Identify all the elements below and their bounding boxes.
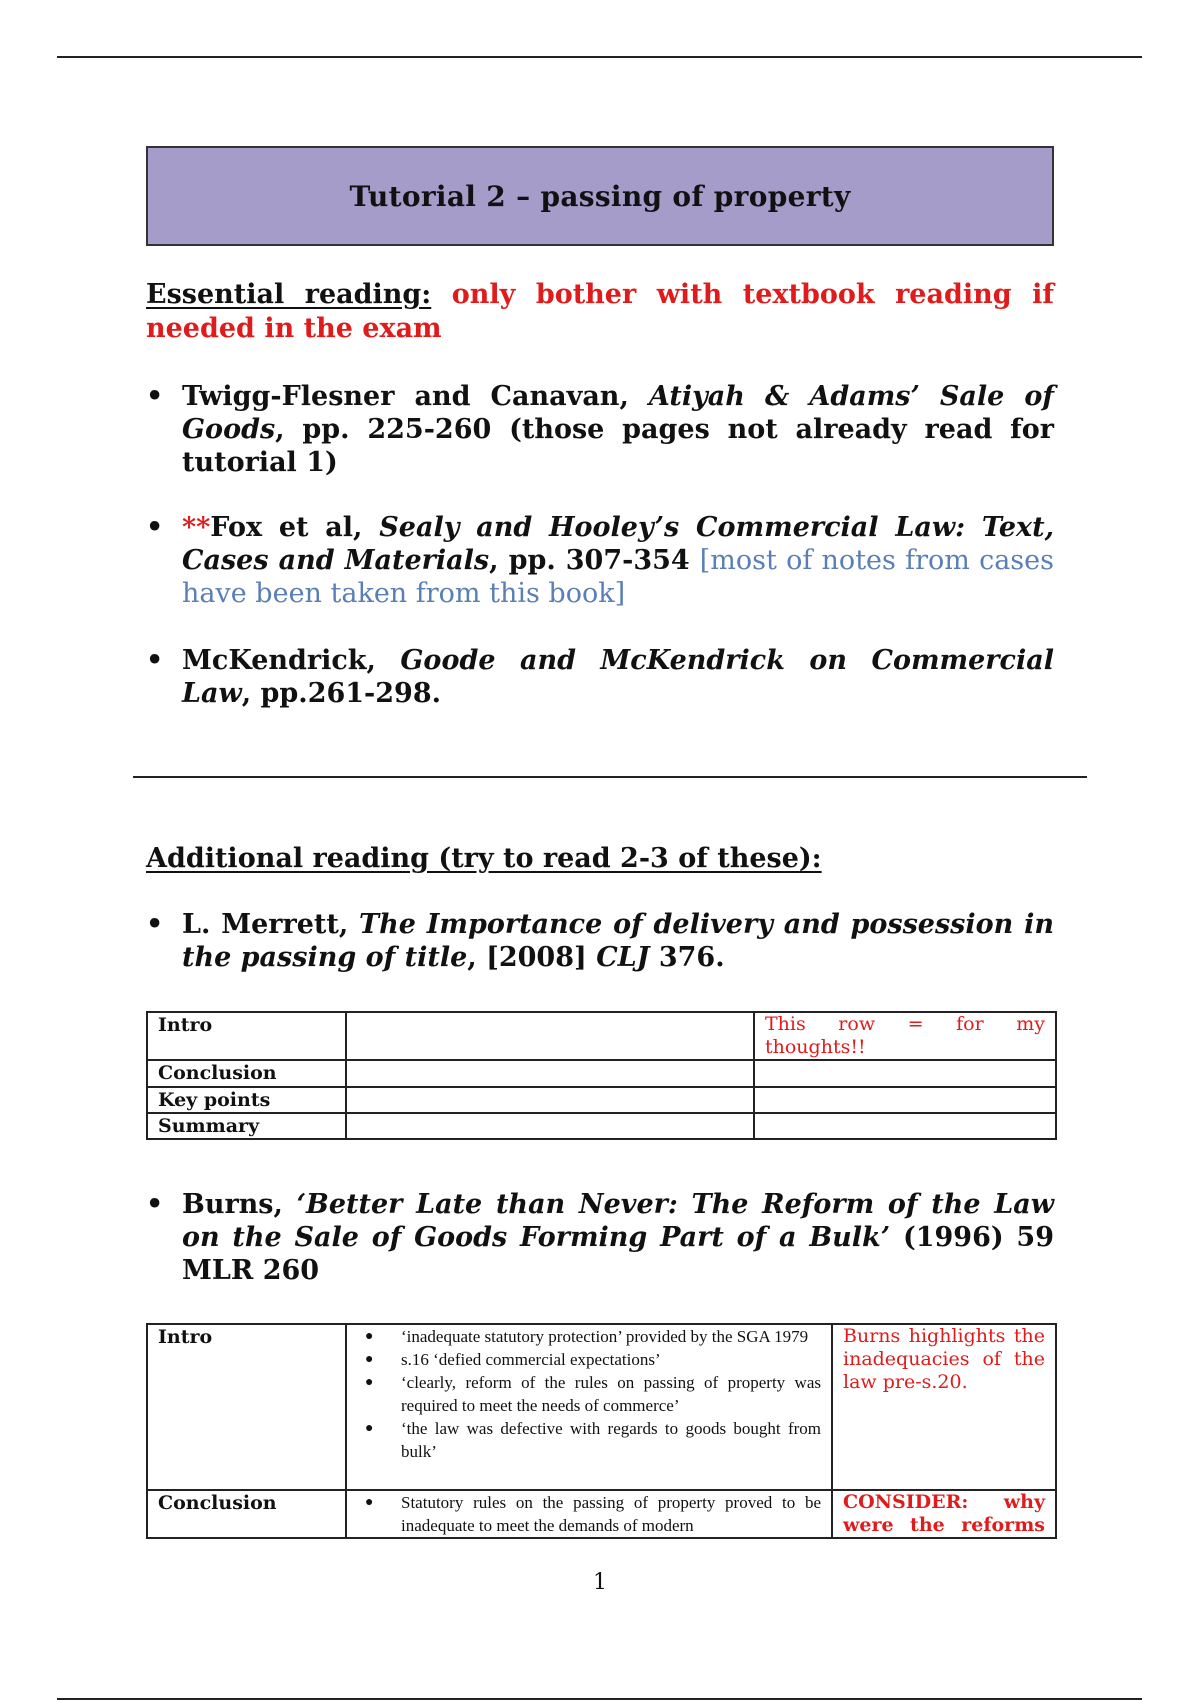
list-item: ● s.16 ‘defied commercial expectations’ [401, 1348, 821, 1371]
thoughts-cell [754, 1087, 1056, 1113]
bullet-icon: • [146, 909, 164, 940]
star-marker: ** [182, 512, 211, 543]
pages: , pp. 225-260 (those pages not already read for tutorial 1) [182, 414, 1054, 478]
pages: , pp. 307-354 [489, 545, 700, 576]
book-title: Goode and McKendrick on Commercial Law [182, 645, 1054, 709]
list-item: ● ‘the law was defective with regards to goods bought from bulk’ [401, 1417, 821, 1463]
list-item: ● ‘inadequate statutory protection’ provided by the SGA 1979 [401, 1325, 821, 1348]
book-title: Sealy and Hooley’s Commercial Law: Text, Cases and Materials [182, 512, 1054, 576]
table-row [147, 1113, 1056, 1139]
table-row [147, 1087, 1056, 1113]
source-note: [most of notes from cases have been taken from this book] [182, 545, 1054, 609]
notes-cell [346, 1113, 754, 1139]
row-label: Conclusion [147, 1060, 346, 1087]
list-item: ● Statutory rules on the passing of property proved to be inadequate to meet the demands of modern [401, 1491, 821, 1537]
essential-item-3 [146, 644, 1054, 710]
additional-reading-label: Additional reading (try to read 2-3 of these): [146, 843, 822, 874]
pages: 376. [649, 942, 725, 973]
table-row [147, 1324, 1056, 1490]
book-title: Atiyah & Adams’ Sale of Goods [182, 381, 1054, 445]
essential-item-2 [146, 511, 1054, 610]
table-row [147, 1060, 1056, 1087]
article-title: ‘Better Late than Never: The Reform of the Law on the Sale of Goods Forming Part of a Bulk’ [182, 1189, 1055, 1253]
thoughts-cell [754, 1113, 1056, 1139]
notes-cell [346, 1060, 754, 1087]
row-label: Intro [147, 1012, 346, 1060]
citation: (1996) 59 MLR 260 [182, 1222, 1054, 1286]
pages: , pp.261-298. [241, 678, 442, 709]
bullet-icon: • [146, 1189, 164, 1220]
notes-cell [346, 1490, 832, 1538]
essential-reading-label: Essential reading: [146, 279, 432, 310]
article-title: The Importance of delivery and possession in the passing of title [182, 909, 1054, 973]
essential-reading-note: only bother with textbook reading if needed in the exam [146, 279, 1054, 344]
merrett-notes-table [146, 1011, 1057, 1140]
bullet-icon: • [146, 512, 164, 543]
section-divider [133, 776, 1087, 778]
row-label: Key points [147, 1087, 346, 1113]
essential-item-1 [146, 380, 1054, 479]
row-label: Conclusion [147, 1490, 346, 1538]
author: Burns, [182, 1189, 297, 1220]
additional-reading-heading [146, 842, 1054, 876]
list-item: ● ‘clearly, reform of the rules on passing of property was required to meet the needs of commerce’ [401, 1371, 821, 1417]
page-top-rule [57, 56, 1142, 58]
author: Twigg-Flesner and Canavan, [182, 381, 649, 412]
notes-cell [346, 1012, 754, 1060]
year: , [2008] [467, 942, 597, 973]
author: Fox et al, [210, 512, 380, 543]
row-label: Summary [147, 1113, 346, 1139]
notes-cell [346, 1087, 754, 1113]
notes-cell [346, 1324, 832, 1490]
intro-points [357, 1325, 821, 1463]
author: McKendrick, [182, 645, 401, 676]
table-row [147, 1490, 1056, 1538]
journal: CLJ [596, 942, 650, 973]
thoughts-cell: CONSIDER: why were the reforms [832, 1490, 1056, 1538]
author: L. Merrett, [182, 909, 360, 940]
thoughts-cell: Burns highlights the inadequacies of the law pre-s.20. [832, 1324, 1056, 1490]
merrett-item [146, 908, 1054, 974]
essential-reading-heading [146, 278, 1054, 346]
conclusion-points [357, 1491, 821, 1537]
bullet-icon: • [146, 645, 164, 676]
thoughts-cell [754, 1060, 1056, 1087]
page-number: 1 [593, 1570, 607, 1595]
tutorial-title-box [146, 146, 1054, 246]
tutorial-title: Tutorial 2 – passing of property [349, 179, 851, 213]
burns-item [146, 1188, 1054, 1287]
bullet-icon: • [146, 381, 164, 412]
row-label: Intro [147, 1324, 346, 1490]
burns-notes-table [146, 1323, 1057, 1539]
table-row [147, 1012, 1056, 1060]
thoughts-cell: This row = for my thoughts!! [754, 1012, 1056, 1060]
